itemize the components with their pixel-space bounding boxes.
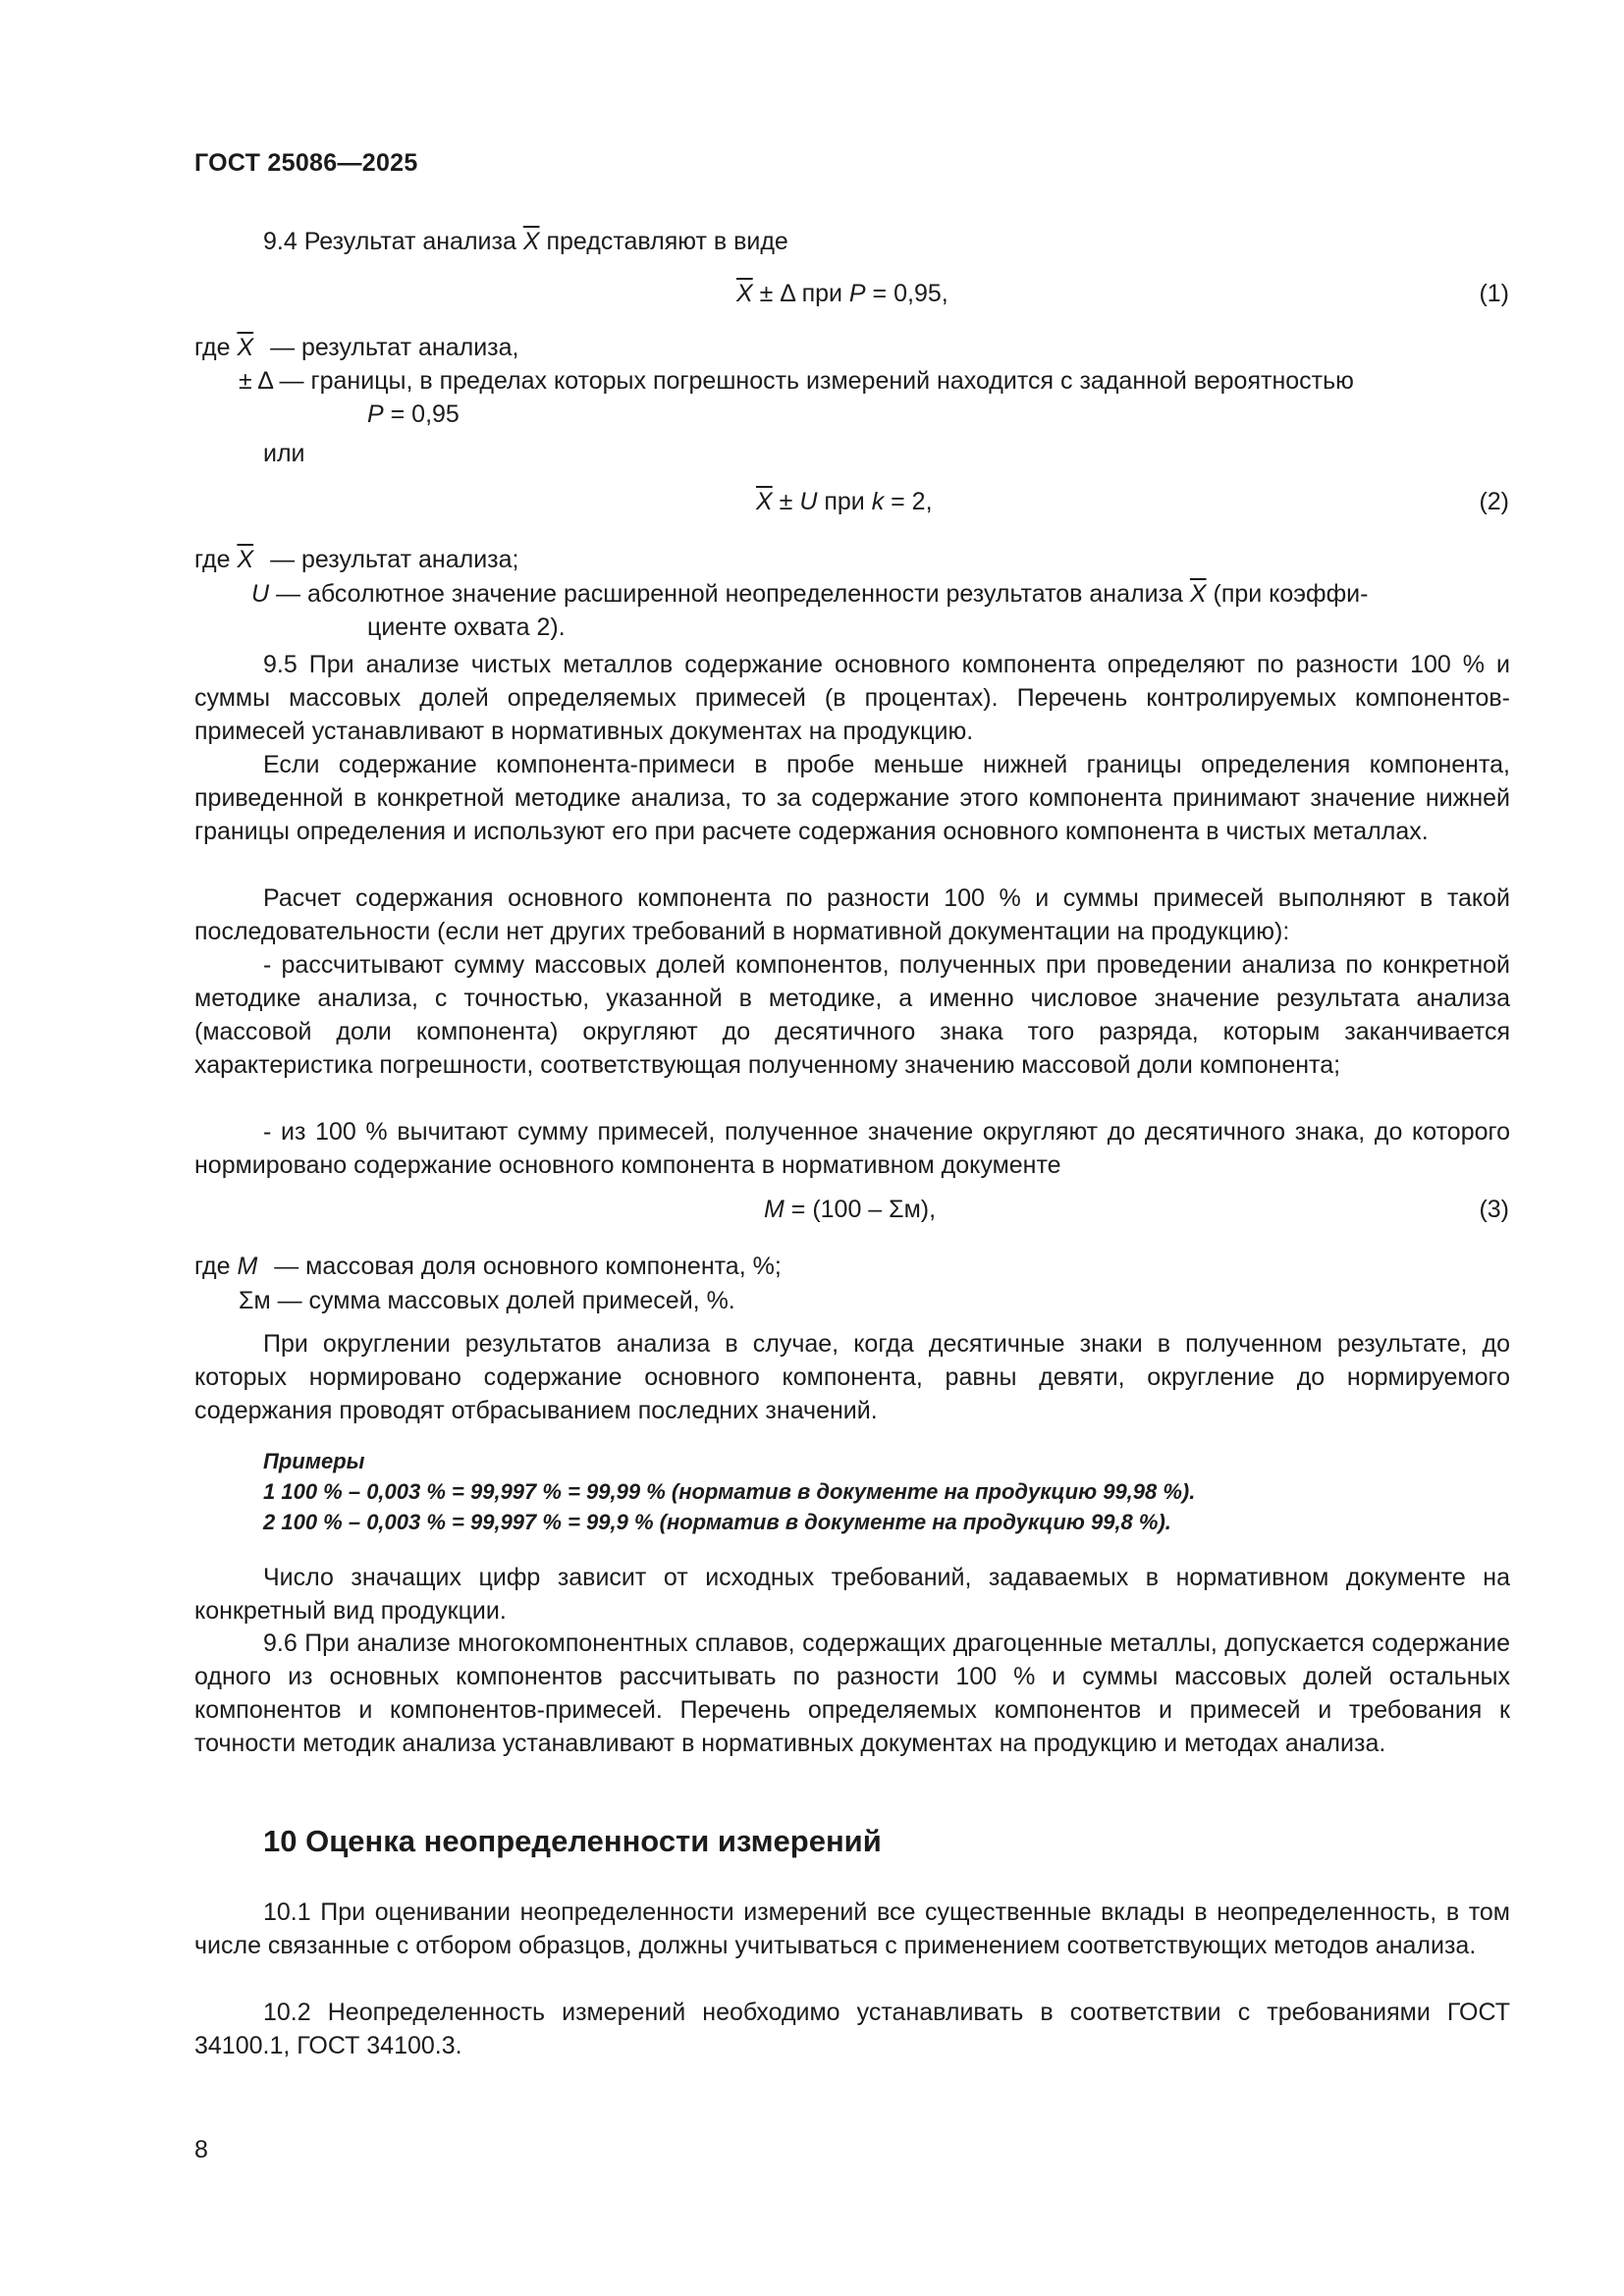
definition-u: U — абсолютное значение расширенной неопределенности результатов анализа $\overline{X}$ (при коэффи- <box>251 580 1369 608</box>
x-bar-symbol: $\overline{X}$ <box>522 228 540 255</box>
example-1: 1 100 % – 0,003 % = 99,997 % = 99,99 % (норматив в документе на продукцию 99,98 %). <box>263 1479 1196 1504</box>
paragraph-9-4-intro: 9.4 Результат анализа $\overline{X}$ представляют в виде <box>263 228 788 255</box>
definition-u-cont: циенте охвата 2). <box>367 614 566 641</box>
page-number: 8 <box>194 2136 208 2163</box>
definition-x-bar-2: где $\overline{X}$ — результат анализа; <box>194 546 519 573</box>
paragraph-10-2: 10.2 Неопределенность измерений необходимо устанавливать в соответствии с требованиями ГОСТ 34100.1, ГОСТ 34100.3. <box>194 1999 1510 2059</box>
paragraph-9-5-impurity: Если содержание компонента-примеси в пробе меньше нижней границы определения компонента, приведенной в конкретной методике анализа, то за содержание этого компонента принимают значение нижней границы определения и используют его при расчете содержания основного компонента в чистых металлах. <box>194 751 1510 845</box>
formula-3: M = (100 – Σм), <box>764 1196 937 1223</box>
paragraph-significant-digits: Число значащих цифр зависит от исходных требований, задаваемых в нормативном документе на конкретный вид продукции. <box>194 1564 1510 1625</box>
list-item-subtract: - из 100 % вычитают сумму примесей, полученное значение округляют до десятичного знака, до которого нормировано содержание основного компонента в нормативном документе <box>194 1118 1510 1179</box>
example-2: 2 100 % – 0,003 % = 99,997 % = 99,9 % (норматив в документе на продукцию 99,8 %). <box>263 1510 1171 1534</box>
document-header: ГОСТ 25086—2025 <box>194 149 418 177</box>
paragraph-10-1: 10.1 При оценивании неопределенности измерений все существенные вклады в неопределенность, в том числе связанные с отбором образцов, должны учитываться с применением соответствующих методов анализа. <box>194 1898 1510 1959</box>
paragraph-9-5-calc: Расчет содержания основного компонента по разности 100 % и суммы примесей выполняют в такой последовательности (если нет других требований в нормативной документации на продукцию): <box>194 884 1510 945</box>
section-10-title: 10 Оценка неопределенности измерений <box>263 1824 882 1858</box>
paragraph-rounding: При округлении результатов анализа в случае, когда десятичные знаки в полученном результате, до которых нормировано содержание основного компонента, равны девяти, округление до нормируемого содержания проводят отбрасыванием последних значений. <box>194 1330 1510 1424</box>
definition-delta-cont: P = 0,95 <box>367 400 460 428</box>
definition-m: где M — массовая доля основного компонента, %; <box>194 1253 782 1280</box>
equation-number-1: (1) <box>1479 280 1509 307</box>
or-text: или <box>263 440 305 467</box>
list-item-sum: - рассчитывают сумму массовых долей компонентов, полученных при проведении анализа по конкретной методике анализа, с точностью, указанной в методике, а именно числовое значение результата анализа (массовой доли компонента) округляют до десятичного знака того разряда, которым заканчивается характеристика погрешности, соответствующая полученному значению массовой доли компонента; <box>194 951 1510 1079</box>
definition-x-bar: где $\overline{X}$ — результат анализа, <box>194 334 519 361</box>
equation-number-3: (3) <box>1479 1196 1509 1223</box>
equation-number-2: (2) <box>1479 488 1509 515</box>
definition-delta: ± Δ — границы, в пределах которых погрешность измерений находится с заданной вероятностью <box>239 367 1354 395</box>
paragraph-9-6: 9.6 При анализе многокомпонентных сплавов, содержащих драгоценные металлы, допускается содержание одного из основных компонентов рассчитывать по разности 100 % и суммы массовых долей остальных компонентов и компонентов-примесей. Перечень определяемых компонентов и примесей и требования к точности методик анализа устанавливают в нормативных документах на продукцию и методах анализа. <box>194 1629 1510 1757</box>
formula-1: $\overline{X} \pm \Delta$ при P = 0,95, <box>736 280 948 307</box>
examples-title: Примеры <box>263 1449 365 1473</box>
formula-2: $\overline{X} \pm U$ при k = 2, <box>756 488 933 515</box>
definition-sigma: Σм — сумма массовых долей примесей, %. <box>239 1287 735 1314</box>
paragraph-9-5: 9.5 При анализе чистых металлов содержание основного компонента определяют по разности 100 % и суммы массовых долей определяемых примесей (в процентах). Перечень контролируемых компонентов-примесей устанавливают в нормативных документах на продукцию. <box>194 651 1510 745</box>
